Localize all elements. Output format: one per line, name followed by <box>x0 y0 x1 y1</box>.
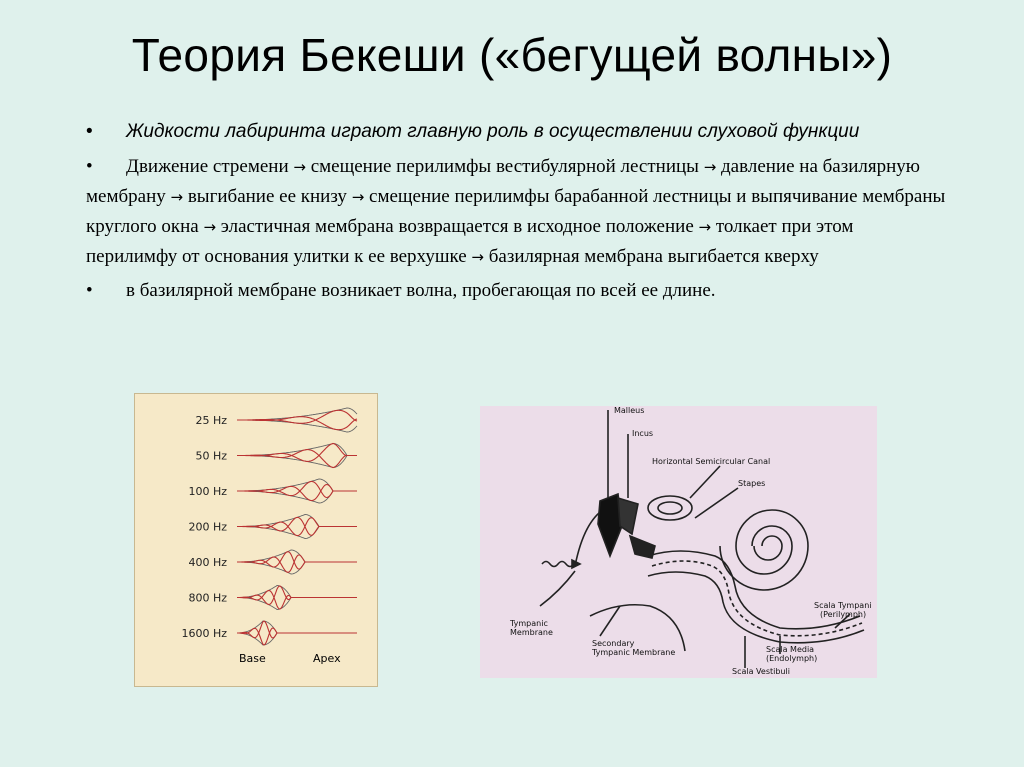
wave-trace <box>237 621 357 638</box>
bullet-2-seg: смещение перилимфы барабанной лестницы и выпячивание мембраны круглого окна <box>86 186 946 237</box>
frequency-label: 400 Hz <box>188 556 227 569</box>
label-scala-vestibuli: Scala Vestibuli <box>732 667 790 676</box>
bullet-2-seg: толкает при этом перилимфу от основания улитки к ее верхушке <box>86 216 854 267</box>
apex-label: Apex <box>313 652 341 665</box>
tympanic-membrane-line <box>540 571 575 606</box>
base-label: Base <box>239 652 266 665</box>
traveling-wave-figure <box>134 393 378 687</box>
frequency-label: 25 Hz <box>195 414 227 427</box>
wave-trace <box>237 555 357 572</box>
bullet-2 <box>86 152 946 272</box>
label-stapes: Stapes <box>738 479 766 488</box>
bullet-marker: • <box>86 121 93 142</box>
label-tympanic-1: Tympanic <box>510 619 548 628</box>
envelope-lower <box>237 456 357 468</box>
label-scala-tympani-2: (Perilymph) <box>820 610 867 619</box>
label-scala-tympani-1: Scala Tympani <box>814 601 872 610</box>
traveling-wave-svg <box>135 394 377 686</box>
cochlea-apex <box>754 536 782 560</box>
ear-anatomy-figure <box>480 406 877 678</box>
label-secondary-1: Secondary <box>592 639 635 648</box>
envelope-lower <box>237 527 357 539</box>
label-tympanic-2: Membrane <box>510 628 553 637</box>
stapes-leader <box>695 488 738 518</box>
label-incus: Incus <box>632 429 654 438</box>
arrow-icon: → <box>293 158 306 176</box>
bullet-marker: • <box>86 280 93 301</box>
wave-trace <box>237 628 357 645</box>
bullet-2-seg: смещение перилимфы вестибулярной лестницы <box>305 156 704 177</box>
frequency-label: 100 Hz <box>188 485 227 498</box>
bullet-list <box>86 118 946 306</box>
label-scala-media-2: (Endolymph) <box>766 654 818 663</box>
envelope-upper <box>237 621 357 633</box>
frequency-label: 200 Hz <box>188 520 227 534</box>
envelope-upper <box>237 444 357 456</box>
bullet-3 <box>86 276 946 306</box>
frequency-label: 800 Hz <box>188 591 227 605</box>
bullet-marker: • <box>86 156 93 177</box>
frequency-label: 50 Hz <box>195 449 227 463</box>
ear-anatomy-svg <box>480 406 877 678</box>
semicircular-canal <box>648 496 692 520</box>
frequency-label: 1600 Hz <box>181 627 227 640</box>
cochlea-spiral <box>720 510 808 590</box>
label-secondary-2: Tympanic Membrane <box>592 648 676 657</box>
wave-trace <box>237 591 357 609</box>
bullet-2-seg: Движение стремени <box>126 156 294 177</box>
wave-trace <box>237 552 357 569</box>
arrow-icon: → <box>471 248 484 266</box>
wave-trace <box>237 482 357 498</box>
canal-leader <box>690 466 720 498</box>
label-scala-media-1: Scala Media <box>766 645 815 654</box>
wave-trace <box>237 518 357 536</box>
arrow-icon: → <box>203 218 217 236</box>
bullet-2-seg: эластичная мембрана возвращается в исходное положение <box>216 216 699 237</box>
slide-title: Теория Бекеши («бегущей волны») <box>131 29 893 81</box>
arrow-icon: → <box>703 158 717 176</box>
envelope-lower <box>237 633 357 645</box>
envelope-upper <box>237 515 357 527</box>
bullet-1 <box>86 118 946 146</box>
bullet-1-text: Жидкости лабиринта играют главную роль в осуществлении слуховой функции <box>126 121 860 142</box>
label-canal: Horizontal Semicircular Canal <box>652 457 771 466</box>
semicircular-canal-inner <box>658 502 682 514</box>
wave-trace <box>237 586 357 604</box>
arrow-icon: → <box>698 218 712 236</box>
wave-arrowhead-icon <box>572 560 580 568</box>
label-malleus: Malleus <box>614 406 645 415</box>
arrow-icon: → <box>170 188 184 206</box>
arrow-icon: → <box>351 188 365 206</box>
bullet-2-seg: выгибание ее книзу <box>183 186 352 207</box>
bullet-2-seg: давление на базилярную мембрану <box>86 156 920 207</box>
wave-trace <box>237 485 357 501</box>
bullet-2-seg: базилярная мембрана выгибается кверху <box>483 246 819 267</box>
bullet-3-text: в базилярной мембране возникает волна, пробегающая по всей ее длине. <box>126 280 716 301</box>
